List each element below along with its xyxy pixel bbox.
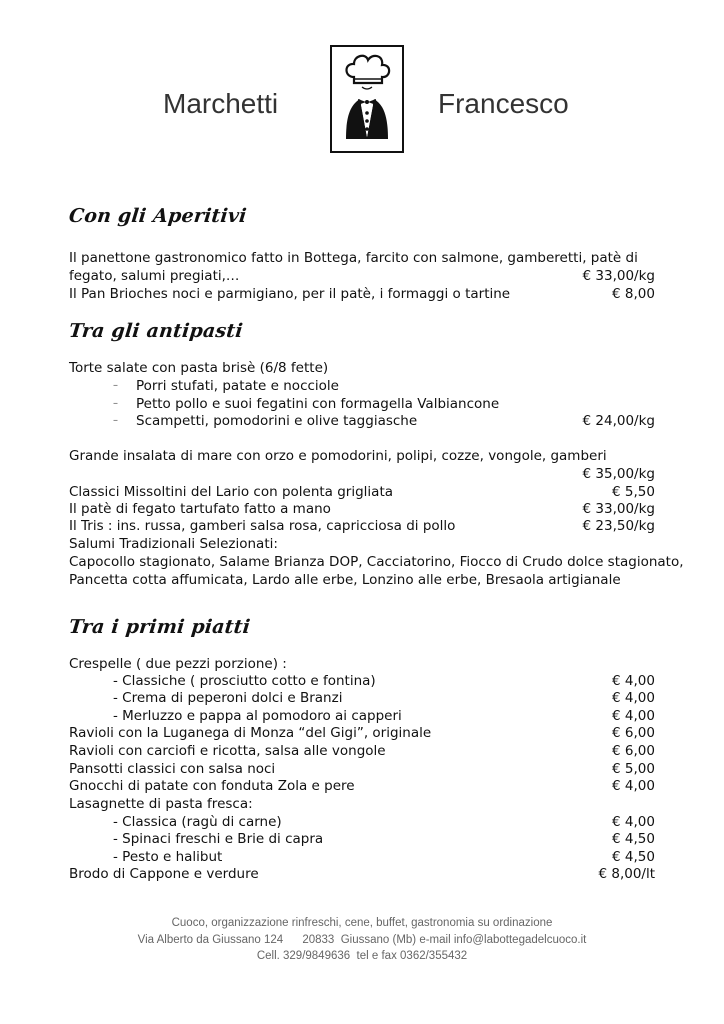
footer-phone: Cell. 329/9849636 tel e fax 0362/355432 — [256, 950, 468, 962]
section-title-primi: Tra i primi piatti — [67, 616, 252, 638]
item-text: Scampetti, pomodorini e olive taggiasche — [136, 413, 418, 429]
bullet-item — [69, 377, 655, 395]
bullet-dash: – — [113, 398, 118, 409]
menu-item — [69, 689, 655, 707]
menu-item — [69, 535, 655, 553]
item-text: Gnocchi di patate con fonduta Zola e pere — [69, 778, 355, 794]
footer-services: Cuoco, organizzazione rinfreschi, cene, buffet, gastronomia su ordinazione — [171, 917, 553, 929]
menu-item — [69, 655, 655, 673]
item-text: Classici Missoltini del Lario con polenta grigliata — [69, 484, 394, 500]
item-text: Il patè di fegato tartufato fatto a mano — [69, 501, 331, 517]
menu-item — [69, 483, 655, 501]
item-text: Lasagnette di pasta fresca: — [69, 796, 253, 812]
menu-item — [69, 285, 655, 303]
item-text: Pancetta cotta affumicata, Lardo alle erbe, Lonzino alle erbe, Bresaola artigianale — [69, 572, 621, 588]
menu-item — [69, 742, 655, 760]
item-text: fegato, salumi pregiati,… — [69, 268, 240, 284]
item-text: - Classica (ragù di carne) — [113, 814, 282, 830]
item-text: Il Pan Brioches noci e parmigiano, per il patè, i formaggi o tartine — [69, 286, 511, 302]
menu-item — [69, 760, 655, 778]
menu-item — [69, 795, 655, 813]
item-price: € 6,00 — [612, 725, 655, 741]
item-text: - Spinaci freschi e Brie di capra — [113, 831, 324, 847]
menu-item — [69, 707, 655, 725]
item-price: € 4,50 — [612, 849, 655, 865]
menu-item — [69, 830, 655, 848]
menu-item — [69, 447, 655, 465]
section-title-aperitivi: Con gli Aperitivi — [67, 205, 248, 227]
section-title-antipasti: Tra gli antipasti — [67, 320, 244, 342]
menu-item — [69, 672, 655, 690]
item-text: Il panettone gastronomico fatto in Bottega, farcito con salmone, gamberetti, patè di — [69, 250, 638, 266]
menu-item — [69, 724, 655, 742]
item-text: Porri stufati, patate e nocciole — [136, 378, 339, 394]
bullet-item — [69, 395, 655, 413]
item-text: - Pesto e halibut — [113, 849, 223, 865]
item-price: € 5,50 — [612, 484, 655, 500]
item-text: Torte salate con pasta brisè (6/8 fette) — [69, 360, 329, 376]
bullet-dash: – — [113, 380, 118, 391]
bullet-dash: – — [113, 415, 118, 426]
item-price: € 6,00 — [612, 743, 655, 759]
menu-item — [69, 571, 655, 589]
item-price: € 5,00 — [612, 761, 655, 777]
item-text: Il Tris : ins. russa, gamberi salsa rosa, capricciosa di pollo — [69, 518, 456, 534]
item-text: Capocollo stagionato, Salame Brianza DOP, Cacciatorino, Fiocco di Crudo dolce stagionato, — [69, 554, 684, 570]
menu-item — [69, 553, 684, 571]
item-price: € 24,00/kg — [582, 413, 655, 429]
menu-item — [69, 517, 655, 535]
item-price: € 4,00 — [612, 814, 655, 830]
logo — [330, 45, 404, 153]
bullet-item — [69, 412, 655, 430]
item-text: Ravioli con carciofi e ricotta, salsa alle vongole — [69, 743, 386, 759]
menu-item — [69, 848, 655, 866]
item-price: € 4,50 — [612, 831, 655, 847]
item-price: € 4,00 — [612, 778, 655, 794]
item-text: Brodo di Cappone e verdure — [69, 866, 259, 882]
item-price: € 35,00/kg — [582, 466, 655, 482]
item-price: € 4,00 — [612, 708, 655, 724]
item-price: € 33,00/kg — [582, 501, 655, 517]
chef-hat-tuxedo-icon — [332, 47, 402, 151]
item-price: € 8,00/lt — [598, 866, 655, 882]
item-text: Pansotti classici con salsa noci — [69, 761, 276, 777]
menu-item — [69, 777, 655, 795]
footer-address: Via Alberto da Giussano 124 20833 Giussano (Mb) e-mail info@labottegadelcuoco.it — [137, 934, 587, 946]
menu-item — [69, 500, 655, 518]
menu-item — [69, 359, 655, 377]
menu-item — [69, 813, 655, 831]
item-text: Ravioli con la Luganega di Monza “del Gigi”, originale — [69, 725, 432, 741]
item-price: € 4,00 — [612, 673, 655, 689]
header-left-name: Marchetti — [163, 88, 279, 119]
menu-item — [69, 465, 655, 483]
menu-item — [69, 267, 655, 285]
item-text: - Classiche ( prosciutto cotto e fontina) — [113, 673, 376, 689]
item-text: Salumi Tradizionali Selezionati: — [69, 536, 278, 552]
item-price: € 23,50/kg — [582, 518, 655, 534]
item-text: Petto pollo e suoi fegatini con formagella Valbiancone — [136, 396, 500, 412]
item-price: € 33,00/kg — [582, 268, 655, 284]
item-text: - Merluzzo e pappa al pomodoro ai capperi — [113, 708, 402, 724]
item-text: Crespelle ( due pezzi porzione) : — [69, 656, 287, 672]
menu-item — [69, 865, 655, 883]
header-right-name: Francesco — [438, 88, 569, 119]
menu-item — [69, 249, 655, 267]
item-text: Grande insalata di mare con orzo e pomodorini, polipi, cozze, vongole, gamberi — [69, 448, 607, 464]
item-text: - Crema di peperoni dolci e Branzi — [113, 690, 343, 706]
item-price: € 4,00 — [612, 690, 655, 706]
item-price: € 8,00 — [612, 286, 655, 302]
